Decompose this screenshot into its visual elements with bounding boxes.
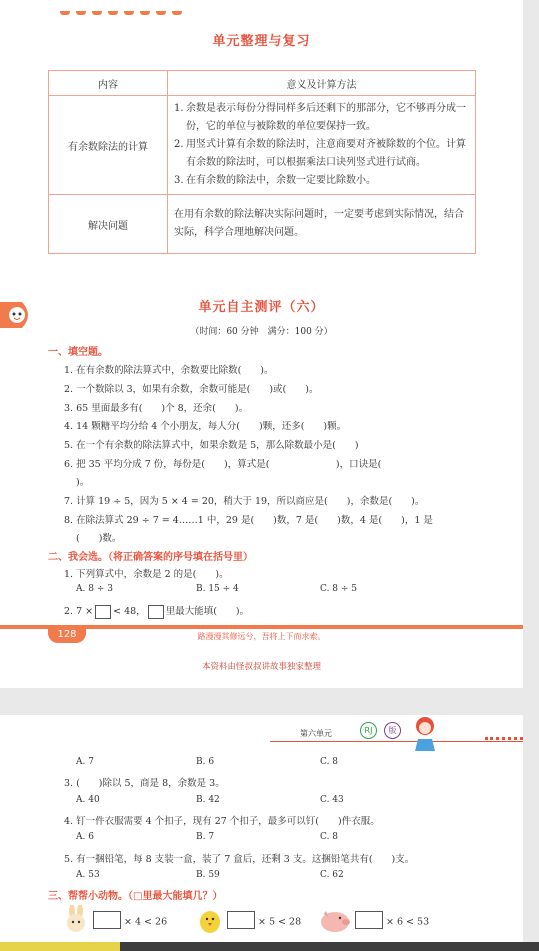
option-b: B. 6 [196, 757, 215, 767]
test-title: 单元自主测评（六） [198, 300, 325, 315]
option-c: C. 62 [320, 870, 344, 880]
option-c: C. 8 [320, 832, 339, 842]
question-1-6-cont: )。 [76, 477, 90, 488]
question-1-8-cont: ( )数。 [76, 533, 122, 544]
option-a: A. 6 [76, 832, 94, 842]
page-number: 128 [48, 627, 86, 643]
option-c: C. 8 [320, 757, 339, 767]
table-row [49, 195, 476, 254]
footer-motto: 路漫漫其修远兮，吾将上下而求索。 [197, 632, 326, 641]
option-c: C. 8 ÷ 5 [320, 584, 358, 594]
blank-box [227, 911, 255, 929]
question-2-4: 4. 钉一件衣服需要 4 个扣子，现有 27 个扣子，最多可以钉( )件衣服。 [64, 816, 380, 827]
question-1-2: 2. 一个数除以 3，如果有余数，余数可能是( )或( )。 [64, 384, 319, 395]
section-3-heading: 三、帮帮小动物。（□里最大能填几？） [48, 891, 223, 902]
question-2-1: 1. 下列算式中，余数是 2 的是( )。 [64, 569, 229, 580]
animal-question-3: × 6 < 53 [318, 905, 429, 935]
table-row [49, 96, 476, 195]
bottom-strip [0, 942, 539, 951]
row-topic: 有余数除法的计算 [49, 96, 168, 195]
question-1-5: 5. 在一个有余数的除法算式中，如果余数是 5，那么除数最小是( ) [64, 440, 359, 451]
question-2-5: 5. 有一捆铅笔，每 8 支装一盒，装了 7 盒后，还剩 3 支。这捆铅笔共有( )支。 [64, 854, 415, 865]
option-a: A. 8 ÷ 3 [76, 584, 113, 594]
rabbit-icon [62, 905, 90, 935]
blank-box [95, 605, 111, 619]
question-1-7: 7. 计算 19 ÷ 5，因为 5 × 4 = 20，稍大于 19，所以商应是( )，余数是( )。 [64, 496, 425, 507]
option-a: A. 7 [76, 757, 94, 767]
top-decoration [60, 0, 200, 4]
test-subtitle: （时间：60 分钟 满分：100 分） [190, 327, 333, 337]
row-detail: 在用有余数的除法解决实际问题时，一定要考虑到实际情况，结合实际，科学合理地解决问题。 [168, 195, 476, 254]
blank-box [93, 911, 121, 929]
option-c: C. 43 [320, 795, 344, 805]
section-2-heading: 二、我会选。（将正确答案的序号填在括号里） [48, 552, 253, 563]
pig-icon [318, 905, 352, 935]
table-header-content: 内容 [49, 71, 168, 96]
question-1-8: 8. 在除法算式 29 ÷ 7 = 4……1 中，29 是( )数，7 是( )数，4 是( )，1 是 [64, 515, 433, 526]
animal-question-1: × 4 < 26 [62, 905, 167, 935]
list-item: 2. 用竖式计算有余数的除法时，注意商要对齐被除数的个位。计算有余数的除法时，可以根据乘法口诀列竖式进行试商。 [174, 139, 466, 168]
option-a: A. 40 [76, 795, 100, 805]
review-title: 单元整理与复习 [212, 34, 311, 49]
list-item: 1. 余数是表示每份分得同样多后还剩下的那部分，它不够再分成一份，它的单位与被除数的单位要保持一致。 [174, 103, 466, 132]
option-b: B. 15 ÷ 4 [196, 584, 239, 594]
option-b: B. 7 [196, 832, 215, 842]
animal-question-2: × 5 < 28 [196, 905, 301, 935]
question-1-1: 1. 在有余数的除法算式中，余数要比除数( )。 [64, 365, 274, 376]
section-1-heading: 一、填空题。 [48, 347, 108, 358]
question-2-3: 3. ( )除以 5，商是 8，余数是 3。 [64, 778, 225, 789]
unit-label: 第六单元 [300, 729, 332, 738]
option-a: A. 53 [76, 870, 100, 880]
blank-box [148, 605, 164, 619]
header-decoration [485, 737, 523, 746]
review-table [48, 70, 476, 254]
row-detail [168, 96, 476, 195]
chick-icon [196, 905, 224, 935]
mascot-girl-icon [410, 715, 440, 753]
option-b: B. 59 [196, 870, 220, 880]
table-header-meaning: 意义及计算方法 [168, 71, 476, 96]
question-1-6: 6. 把 35 平均分成 7 份，每份是( )，算式是( )，口诀是( [64, 459, 382, 470]
question-1-4: 4. 14 颗糖平均分给 4 个小朋友，每人分( )颗，还多( )颗。 [64, 421, 347, 432]
row-topic: 解决问题 [49, 195, 168, 254]
list-item: 3. 在有余数的除法中，余数一定要比除数小。 [174, 175, 376, 186]
rj-badge: RJ [360, 722, 377, 739]
question-2-2: 2. 7 × < 48， 里最大能填( )。 [64, 606, 250, 617]
source-note: 本资料由怪叔叔讲故事独家整理 [201, 662, 321, 672]
edition-badge: 版 [384, 722, 401, 739]
option-b: B. 42 [196, 795, 220, 805]
blank-box [355, 911, 383, 929]
question-1-3: 3. 65 里面最多有( )个 8，还余( )。 [64, 403, 249, 414]
